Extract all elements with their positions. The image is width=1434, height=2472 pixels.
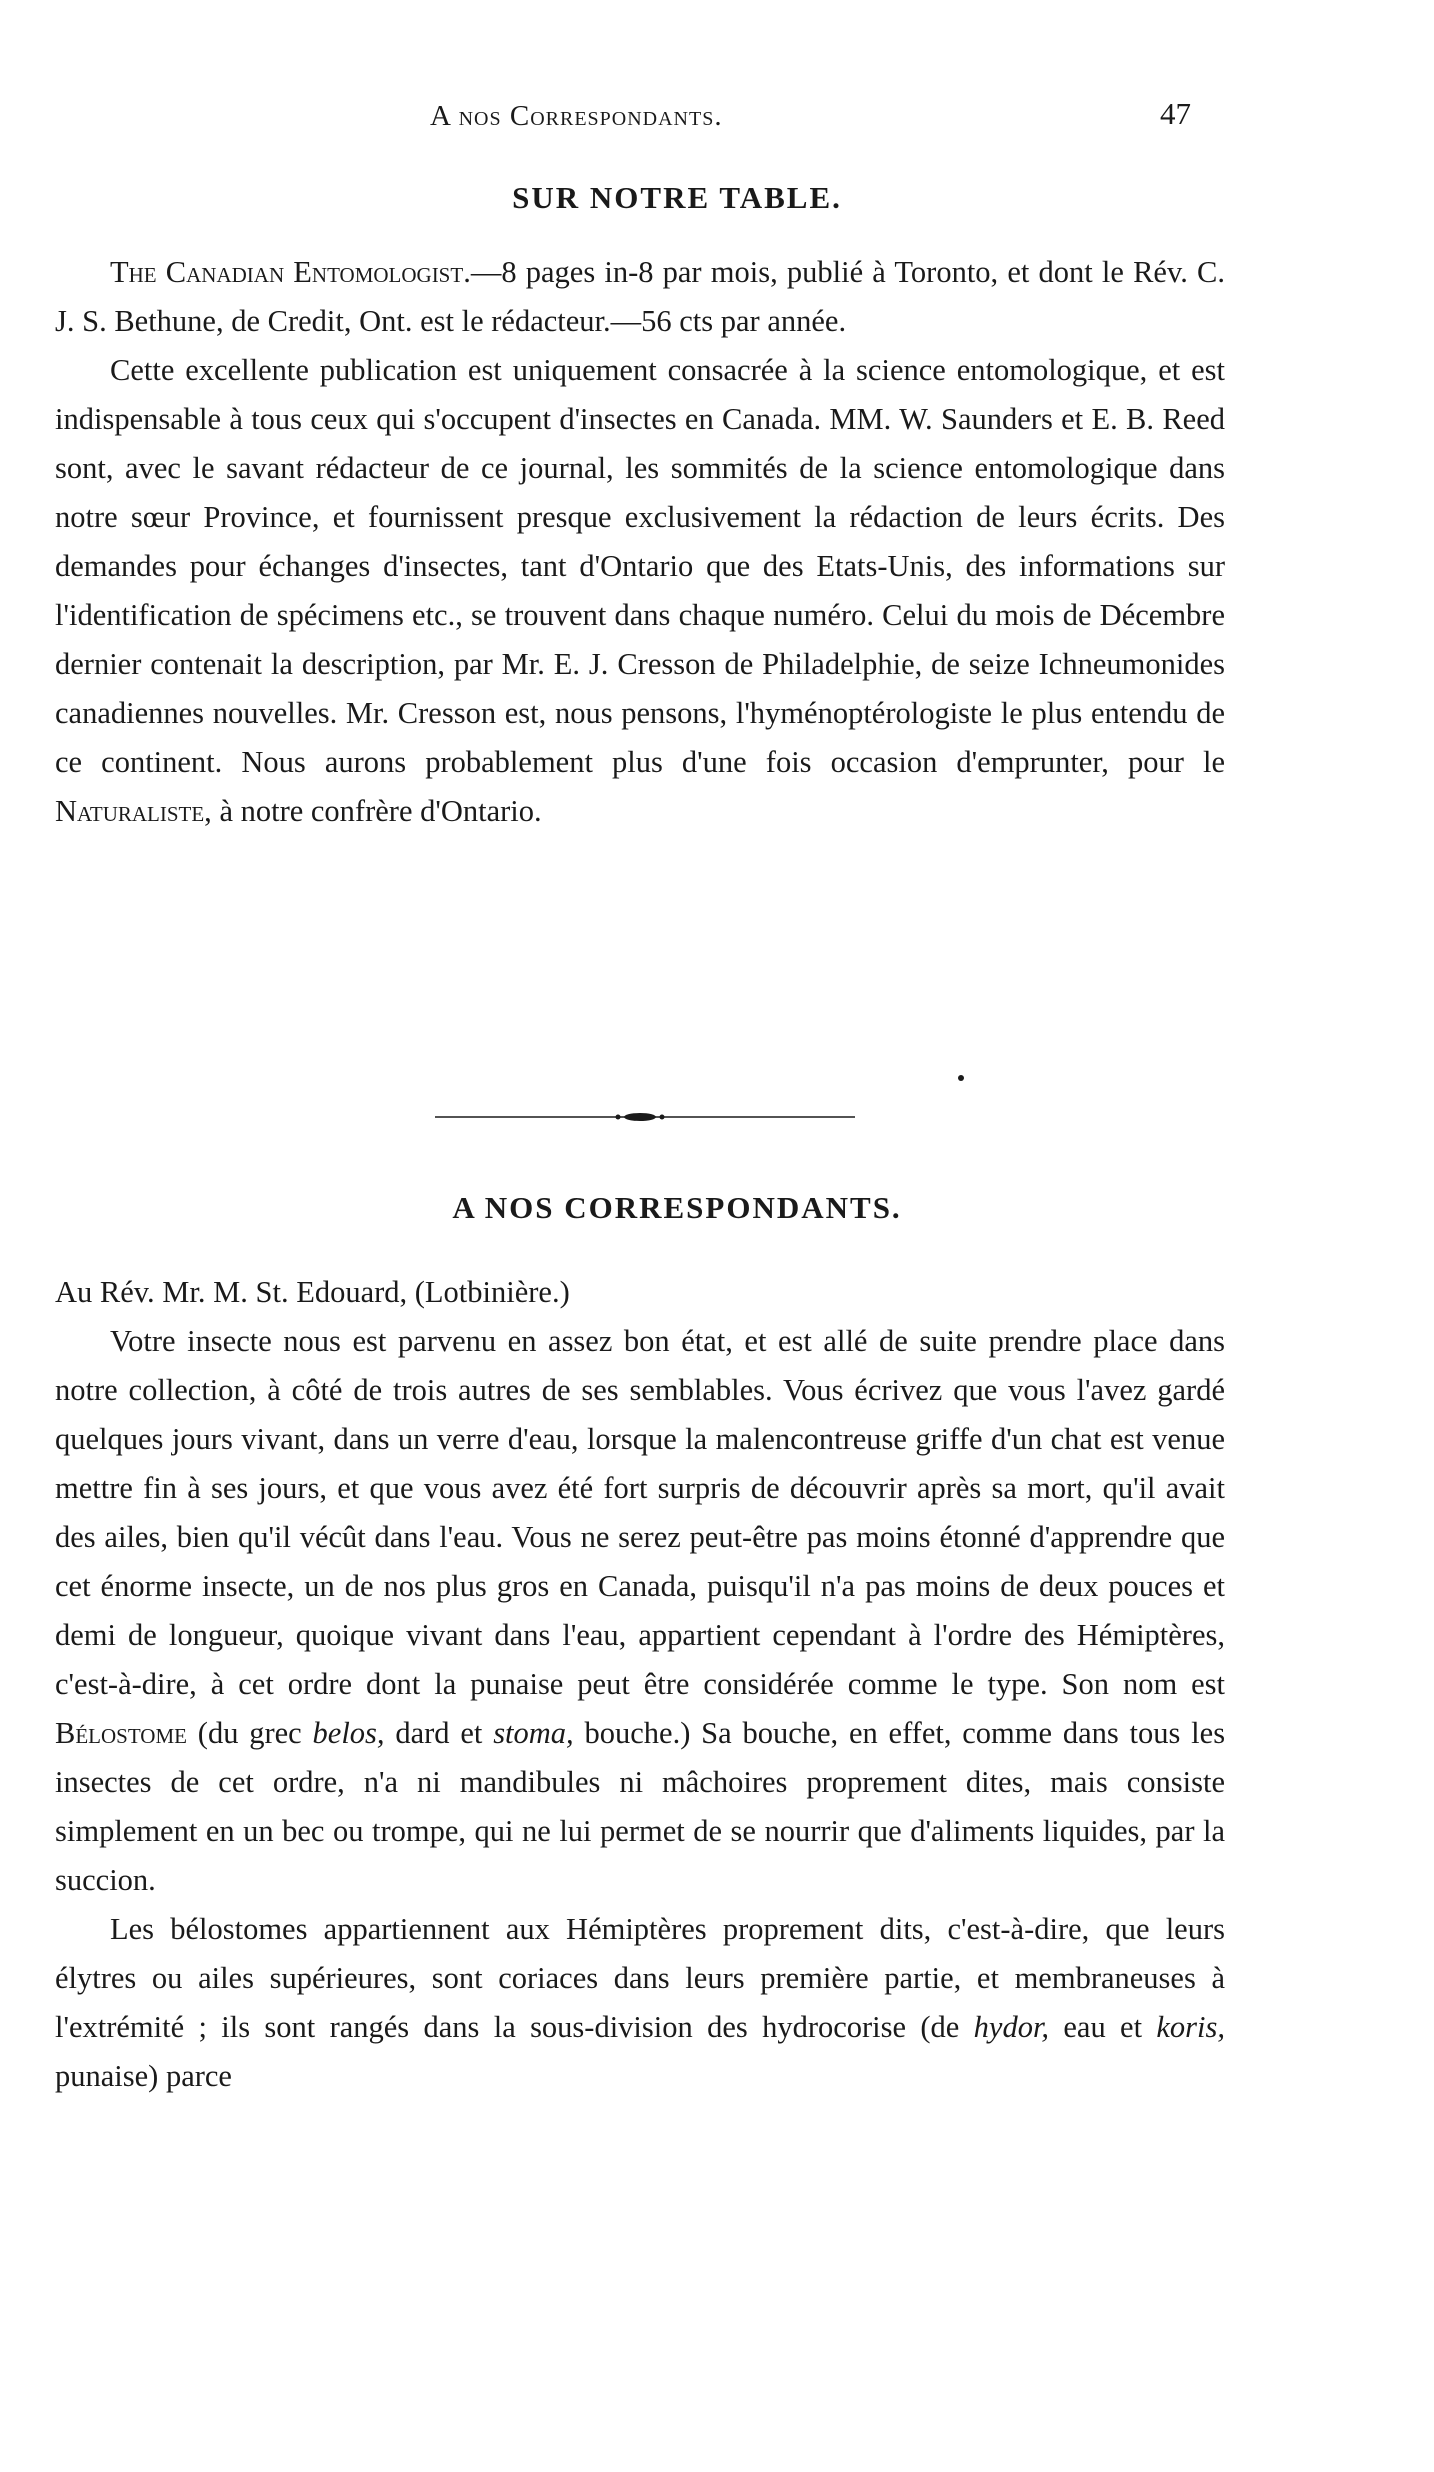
paragraph-text: à notre confrère d'Ontario. [219, 794, 542, 828]
paragraph-text: Cette excellente publication est uniquement consacrée à la science entomologique, et est indispensable à tous ceux qui s'occupent d'insectes en Canada. MM. W. Saunders et E. B. Reed sont, avec le savant rédacteur de ce journal, les sommités de la science entomologique dans notre sœur Province, et fournissent presque exclusivement la rédaction de leurs écrits. Des demandes pour échanges d'insectes, tant d'Ontario que des Etats-Unis, des informations sur l'identification de spécimens etc., se trouvent dans chaque numéro. Celui du mois de Décembre dernier contenait la description, par Mr. E. J. Cresson de Philadelphie, de seize Ichneumonides canadiennes nouvelles. Mr. Cresson est, nous pensons, l'hyménoptérologiste le plus entendu de ce continent. Nous aurons probablement plus d'une fois occasion d'emprunter, pour le [55, 353, 1225, 779]
paragraph-text: Votre insecte nous est parvenu en assez bon état, et est allé de suite prendre place dans notre collection, à côté de trois autres de ses semblables. Vous écrivez que vous l'avez gardé quelques jours vivant, dans un verre d'eau, lorsque la malencontreuse griffe d'un chat est venue mettre fin à ses jours, et que vous avez été fort surpris de découvrir après sa mort, qu'il avait des ailes, bien qu'il vécût dans l'eau. Vous ne serez peut-être pas moins étonné d'apprendre que cet énorme insecte, un de nos plus gros en Canada, puisqu'il n'a pas moins de deux pouces et demi de longueur, quoique vivant dans l'eau, appartient cependant à l'ordre des Hémiptères, c'est-à-dire, à cet ordre dont la punaise peut être considérée comme le type. Son nom est [55, 1324, 1225, 1701]
page-number: 47 [1160, 96, 1191, 131]
etymology-term: koris, [1156, 2010, 1226, 2044]
paragraph [55, 1905, 1225, 2101]
ink-dot [958, 1075, 964, 1081]
etymology-term: hydor, [973, 2010, 1050, 2044]
etymology-term: stoma, [493, 1716, 574, 1750]
paragraph-text: bouche.) Sa bouche, en effet, comme dans tous les insectes de cet ordre, n'a ni mandibules ni mâchoires proprement dites, mais consiste simplement en un bec ou trompe, qui ne lui permet de se nourrir que d'aliments liquides, par la succion. [55, 1716, 1226, 1897]
section-body-a-nos-correspondants [55, 1268, 1225, 2101]
etymology-term: belos, [312, 1716, 385, 1750]
publication-name: The Canadian Entomologist. [110, 255, 471, 289]
paragraph [55, 346, 1225, 836]
section-title-a-nos-correspondants: A NOS CORRESPONDANTS. [452, 1190, 902, 1225]
section-separator [435, 1110, 855, 1124]
paragraph-text: —8 pages in-8 par mois, publié à Toronto, et dont le Rév. C. J. S. Bethune, de Credit, Ont. est le rédacteur.—56 cts par année. [55, 255, 1225, 338]
genus-name: Bélostome [55, 1716, 187, 1750]
running-head: A nos Correspondants. [430, 100, 723, 132]
paragraph-text: dard et [395, 1716, 483, 1750]
paragraph [55, 1317, 1225, 1905]
paragraph-text: Les bélostomes appartiennent aux Hémiptères proprement dits, c'est-à-dire, que leurs élytres ou ailes supérieures, sont coriaces dans leurs première partie, et membraneuses à l'extrémité ; ils sont rangés dans la sous-division des hydrocorise (de [55, 1912, 1225, 2044]
addressee-line: Au Rév. Mr. M. St. Edouard, (Lotbinière.) [55, 1275, 570, 1309]
section-title-sur-notre-table: SUR NOTRE TABLE. [512, 180, 842, 215]
paragraph-text: (du grec [197, 1716, 302, 1750]
paragraph-text: eau et [1063, 2010, 1143, 2044]
paragraph-text: punaise) parce [55, 2059, 232, 2093]
section-body-sur-notre-table [55, 248, 1225, 836]
paragraph [55, 248, 1225, 346]
publication-name: Naturaliste, [55, 794, 212, 828]
